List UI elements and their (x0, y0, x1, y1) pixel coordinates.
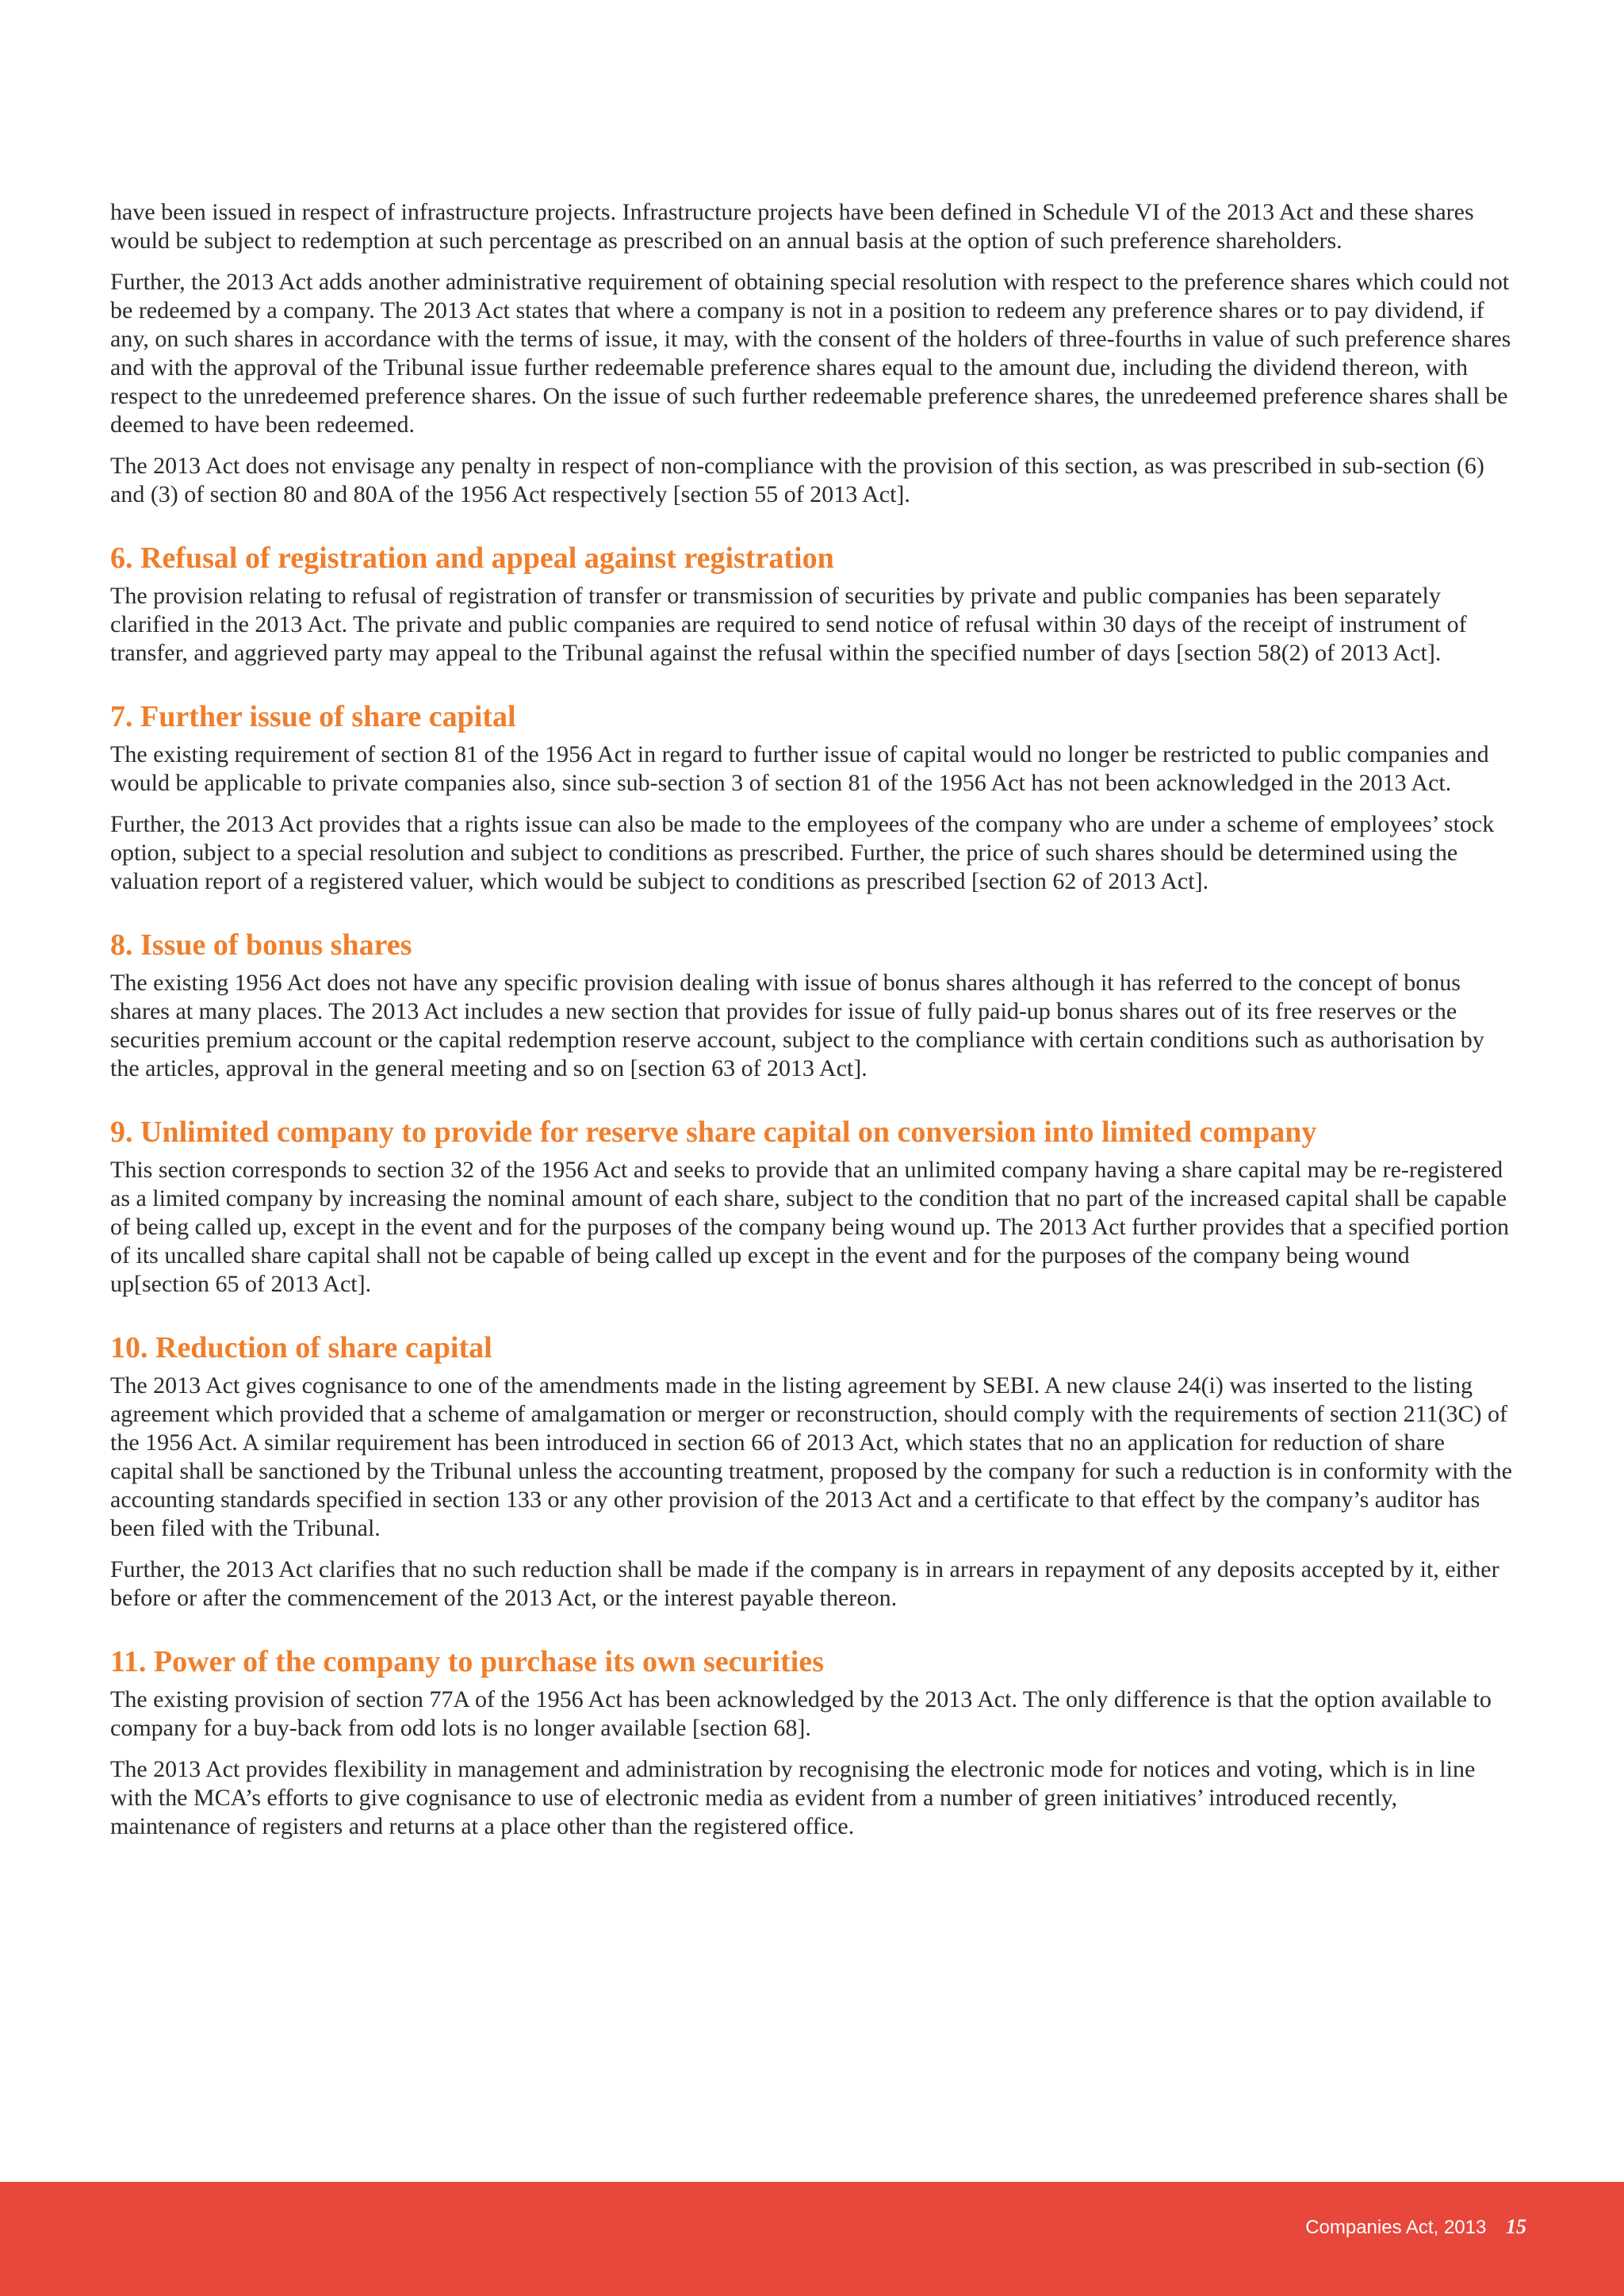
section-9 (110, 1115, 1514, 1299)
paragraph: have been issued in respect of infrastructure projects. Infrastructure projects have been defined in Schedule VI of the 2013 Act and these shares would be subject to redemption at such percentage as prescribed on an annual basis at the option of such preference shareholders. (110, 199, 1474, 254)
paragraph: This section corresponds to section 32 of the 1956 Act and seeks to provide that an unlimited company having a share capital may be re-registered as a limited company by increasing the nominal amount of each share, subject to the condition that no part of the increased capital shall be capable of being called up, except in the event and for the purposes of the company being wound up. The 2013 Act further provides that a specified portion of its uncalled share capital shall not be capable of being called up except in the event and for the purposes of the company being wound up[section 65 of 2013 Act]. (110, 1157, 1509, 1297)
page-number: 15 (1506, 2215, 1526, 2238)
paragraph: The existing provision of section 77A of the 1956 Act has been acknowledged by the 2013 Act. The only difference is that the option available to company for a buy-back from odd lots is no longer available [section 68]. (110, 1686, 1492, 1741)
section-heading: 9. Unlimited company to provide for reserve share capital on conversion into limited company (110, 1115, 1317, 1149)
section-8 (110, 928, 1514, 1083)
section-heading: 8. Issue of bonus shares (110, 928, 412, 962)
section-6 (110, 541, 1514, 668)
paragraph: The provision relating to refusal of registration of transfer or transmission of securities by private and public companies has been separately clarified in the 2013 Act. The private and public companies are required to send notice of refusal within 30 days of the receipt of instrument of transfer, and aggrieved party may appeal to the Tribunal against the refusal within the specified number of days [section 58(2) of 2013 Act]. (110, 583, 1467, 666)
section-heading: 11. Power of the company to purchase its own securities (110, 1645, 824, 1678)
paragraph: The existing 1956 Act does not have any specific provision dealing with issue of bonus shares although it has referred to the concept of bonus shares at many places. The 2013 Act includes a new section that provides for issue of fully paid-up bonus shares out of its free reserves or the securities premium account or the capital redemption reserve account, subject to the compliance with certain conditions such as authorisation by the articles, approval in the general meeting and so on [section 63 of 2013 Act]. (110, 970, 1484, 1081)
paragraph: The 2013 Act provides flexibility in management and administration by recognising the electronic mode for notices and voting, which is in line with the MCA’s efforts to give cognisance to use of electronic media as evident from a number of green initiatives’ introduced recently, maintenance of registers and returns at a place other than the registered office. (110, 1756, 1476, 1839)
intro-block (110, 198, 1514, 509)
document-body (110, 198, 1514, 1854)
paragraph: Further, the 2013 Act provides that a rights issue can also be made to the employees of the company who are under a scheme of employees’ stock option, subject to a special resolution and subject to conditions as prescribed. Further, the price of such shares should be determined using the valuation report of a registered valuer, which would be subject to conditions as prescribed [section 62 of 2013 Act]. (110, 811, 1495, 894)
section-heading: 10. Reduction of share capital (110, 1331, 492, 1364)
section-7 (110, 699, 1514, 896)
paragraph: Further, the 2013 Act adds another administrative requirement of obtaining special resolution with respect to the preference shares which could not be redeemed by a company. The 2013 Act states that where a company is not in a position to redeem any preference shares or to pay dividend, if any, on such shares in accordance with the terms of issue, it may, with the consent of the holders of three-fourths in value of such preference shares and with the approval of the Tribunal issue further redeemable preference shares equal to the amount due, including the dividend thereon, with respect to the unredeemed preference shares. On the issue of such further redeemable preference shares, the unredeemed preference shares shall be deemed to have been redeemed. (110, 269, 1511, 438)
paragraph: The 2013 Act does not envisage any penalty in respect of non-compliance with the provision of this section, as was prescribed in sub-section (6) and (3) of section 80 and 80A of the 1956 Act respectively [section 55 of 2013 Act]. (110, 453, 1484, 507)
footer-title: Companies Act, 2013 (1305, 2217, 1487, 2238)
paragraph: The 2013 Act gives cognisance to one of the amendments made in the listing agreement by SEBI. A new clause 24(i) was inserted to the listing agreement which provided that a scheme of amalgamation or merger or reconstruction, should comply with the requirements of section 211(3C) of the 1956 Act. A similar requirement has been introduced in section 66 of 2013 Act, which states that no an application for reduction of share capital shall be sanctioned by the Tribunal unless the accounting treatment, proposed by the company for such a reduction is in conformity with the accounting standards specified in section 133 or any other provision of the 2013 Act and a certificate to that effect by the company’s auditor has been filed with the Tribunal. (110, 1372, 1512, 1541)
paragraph: Further, the 2013 Act clarifies that no such reduction shall be made if the company is in arrears in repayment of any deposits accepted by it, either before or after the commencement of the 2013 Act, or the interest payable thereon. (110, 1556, 1500, 1611)
section-heading: 7. Further issue of share capital (110, 700, 516, 733)
footer (1305, 2215, 1526, 2240)
section-11 (110, 1644, 1514, 1841)
paragraph: The existing requirement of section 81 of the 1956 Act in regard to further issue of capital would no longer be restricted to public companies and would be applicable to private companies also, since sub-section 3 of section 81 of the 1956 Act has not been acknowledged in the 2013 Act. (110, 741, 1489, 796)
section-heading: 6. Refusal of registration and appeal against registration (110, 541, 834, 575)
section-10 (110, 1330, 1514, 1613)
